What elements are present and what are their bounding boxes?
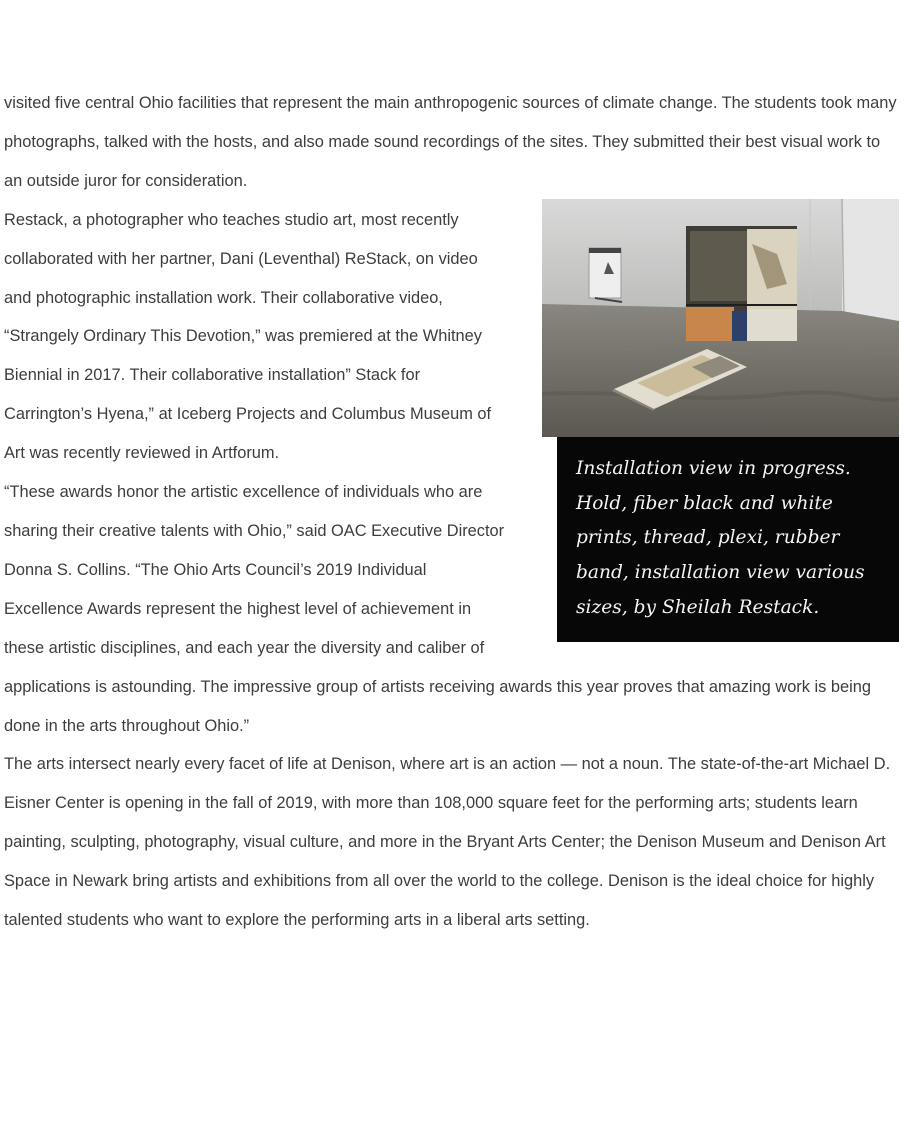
installation-photo	[542, 199, 899, 437]
article-body	[4, 84, 900, 940]
installation-caption: Installation view in progress. Hold, fiber black and white prints, thread, plexi, rubber band, installation view various sizes, by Sheilah Restack.	[557, 437, 899, 642]
paragraph-restack-text: Restack, a photographer who teaches studio art, most recently collaborated with her partner, Dani (Leventhal) ReStack, on video and photographic installation work. Their collaborative video, “Strangely Ordinary This Devotion,” was premiered at the Whitney Biennial in 2017. Their collaborative installation” Stack for Carrington’s Hyena,” at Iceberg Projects and Columbus Museum of Art was recently reviewed in Artforum.	[4, 210, 492, 463]
paragraph-intro: visited five central Ohio facilities that represent the main anthropogenic sources of climate change. The students took many photographs, talked with the hosts, and also made sound recordings of the sites. They submitted their best visual work to an outside juror for consideration.	[4, 94, 897, 190]
paragraph-oac-quote: “These awards honor the artistic excellence of individuals who are sharing their creative talents with Ohio,” said OAC Executive Director Donna S. Collins. “The Ohio Arts Council’s 2019 Individual Excellence Awards represent the highest level of achievement in these artistic disciplines, and each year the diversity and caliber of applications is astounding. The impressive group of artists receiving awards this year proves that amazing work is being done in the arts throughout Ohio.”	[4, 483, 872, 735]
installation-figure	[542, 201, 900, 642]
paragraph-denison-arts: The arts intersect nearly every facet of life at Denison, where art is an action — not a noun. The state-of-the-art Michael D. Eisner Center is opening in the fall of 2019, with more than 108,000 square feet for the performing arts; students learn painting, sculpting, photography, visual culture, and more in the Bryant Arts Center; the Denison Museum and Denison Art Space in Newark bring artists and exhibitions from all over the world to the college. Denison is the ideal choice for highly talented students who want to explore the performing arts in a liberal arts setting.	[4, 755, 891, 930]
